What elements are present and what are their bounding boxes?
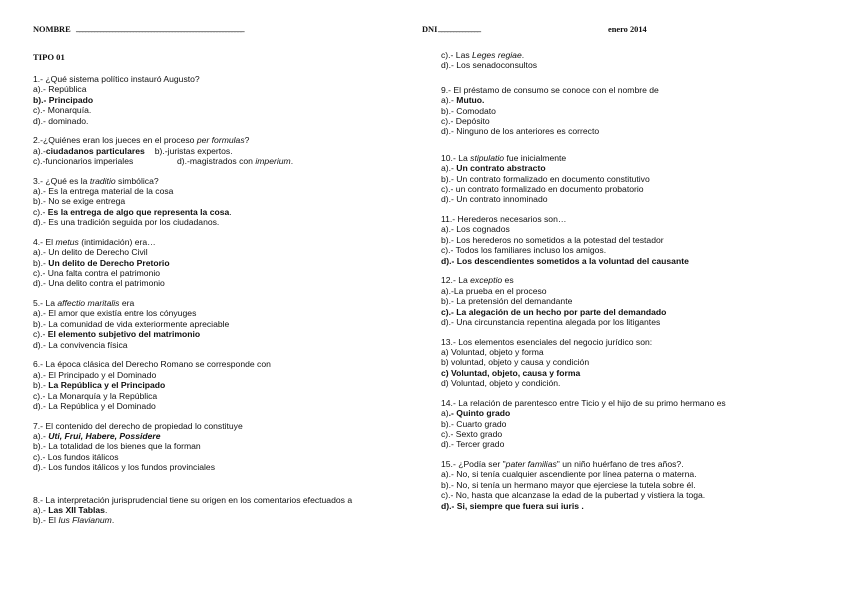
option-c-correct: El elemento subjetivo del matrimonio (47, 329, 201, 340)
option-label: a).- (33, 430, 49, 441)
option-b (33, 258, 418, 268)
option-a (441, 95, 841, 105)
stem-end: " un niño huérfano de tres años?. (556, 458, 684, 469)
option-c: c).- un contrato formalizado en documento probatorio (441, 184, 644, 195)
option-italic: Leges regiae (472, 50, 522, 60)
option-a (441, 163, 841, 173)
question-stem (33, 176, 418, 186)
stem-text: 2.-¿Quiénes eran los jueces en el proceso (33, 135, 197, 146)
stem-end: fue inicialmente (504, 152, 567, 163)
stem-text: 4.- El (33, 236, 56, 247)
option-c: c).- Los fundos itálicos (33, 451, 119, 462)
question-12 (441, 275, 841, 327)
option-a-correct: Mutuo. (456, 95, 485, 106)
right-column (441, 50, 841, 520)
option-c (441, 50, 841, 60)
question-stem (33, 237, 418, 247)
option-d: d).- dominado. (33, 115, 89, 126)
option-a-correct: Un contrato abstracto (456, 163, 546, 174)
question-6 (33, 359, 418, 411)
option-b: b).- La totalidad de los bienes que la forman (33, 441, 201, 452)
stem-end: (intimidación) era… (78, 236, 156, 247)
question-stem (441, 275, 841, 285)
option-b: b).- La pretensión del demandante (441, 296, 573, 307)
option-italic: Ius Flavianum (58, 515, 112, 526)
option-b-correct: La República y el Principado (48, 380, 166, 391)
option-b-correct: b).- Principado (33, 94, 94, 105)
option-label: a).- (441, 95, 457, 106)
option-a-correct: .- Quinto grado (448, 408, 511, 419)
option-a-correct: Uti, Frui, Habere, Possidere (48, 430, 161, 441)
option-c-correct: Es la entrega de algo que representa la cosa (47, 206, 230, 217)
option-label: c).- (33, 206, 48, 217)
question-stem: 14.- La relación de parentesco entre Ticio y el hijo de su primo hermano es (441, 397, 726, 408)
question-10 (441, 153, 841, 205)
question-15 (441, 459, 841, 511)
option-c: c).- Sexto grado (441, 428, 503, 439)
option-text: c).- Las (441, 50, 473, 60)
option-c-correct: c).- La alegación de un hecho por parte del demandado (441, 306, 667, 317)
dni-label: DNI (422, 25, 438, 34)
question-14 (441, 398, 841, 450)
option-a: a).- No, si tenía cualquier ascendiente por línea paterna o materna. (441, 469, 697, 480)
option-d: d).- Ninguno de los anteriores es correcto (441, 126, 600, 137)
question-stem: 9.- El préstamo de consumo se conoce con el nombre de (441, 84, 659, 95)
option-a: a).- Es la entrega material de la cosa (33, 186, 174, 197)
dni-field[interactable]: ______________ (438, 24, 480, 33)
stem-italic: exceptio (470, 275, 503, 286)
option-c: c).- Monarquía. (33, 105, 92, 116)
option-c: c).- No, hasta que alcanzase la edad de la pubertad y vistiera la toga. (441, 490, 706, 501)
option-c: c).- Depósito (441, 116, 490, 127)
option-d: d).- Tercer grado (441, 439, 505, 450)
option-label: b).- (33, 380, 49, 391)
option-c-correct: c) Voluntad, objeto, causa y forma (441, 367, 581, 378)
question-stem: 6.- La época clásica del Derecho Romano se corresponde con (33, 359, 271, 370)
option-b: b).-juristas expertos. (154, 145, 233, 156)
question-1 (33, 74, 418, 126)
option-a: a).- Un delito de Derecho Civil (33, 247, 148, 258)
option-b (33, 380, 418, 390)
option-c (33, 329, 418, 339)
question-8 (33, 495, 418, 526)
left-column (33, 74, 418, 535)
option-label: a).- (441, 163, 457, 174)
test-type: TIPO 01 (33, 52, 65, 62)
option-b: b).- Los herederos no sometidos a la potestad del testador (441, 234, 664, 245)
option-d: d).- Los fundos itálicos y los fundos provinciales (33, 462, 215, 473)
option-d: d).- Un contrato innominado (441, 194, 548, 205)
option-b: b) voluntad, objeto y causa y condición (441, 357, 590, 368)
stem-text: 15.- ¿Podía ser " (441, 458, 506, 469)
options-row-ab (33, 146, 418, 156)
question-13 (441, 337, 841, 389)
question-3 (33, 176, 418, 228)
question-9 (441, 85, 841, 137)
stem-end: era (119, 298, 135, 309)
option-end: . (111, 515, 115, 526)
question-stem (441, 459, 841, 469)
stem-end: simbólica? (115, 175, 159, 186)
option-d: d).- La convivencia física (33, 339, 128, 350)
question-5 (33, 298, 418, 350)
question-7 (33, 421, 418, 473)
option-d: d).- Una circunstancia repentina alegada por los litigantes (441, 316, 661, 327)
option-b: b).- Comodato (441, 105, 496, 116)
option-d: d).- Una delito contra el patrimonio (33, 278, 165, 289)
question-stem: 8.- La interpretación jurisprudencial tiene su origen en los comentarios efectuados a (33, 494, 353, 505)
option-a-correct: ciudadanos particulares (45, 145, 145, 156)
option-d-correct: d).- Los descendientes sometidos a la voluntad del causante (441, 255, 689, 266)
stem-end: es (502, 275, 514, 286)
exam-header (33, 25, 823, 39)
option-d: d) Voluntad, objeto y condición. (441, 378, 561, 389)
stem-text: 10.- La (441, 152, 471, 163)
option-b: b).- No se exige entrega (33, 196, 126, 207)
option-a-correct: Las XII Tablas (48, 504, 105, 515)
stem-text: 3.- ¿Qué es la (33, 175, 90, 186)
stem-italic: metus (55, 236, 79, 247)
question-stem: 11.- Herederos necesarios son… (441, 214, 567, 225)
stem-text: 5.- La (33, 298, 58, 309)
option-a: a).- República (33, 84, 87, 95)
option-d: d).- La República y el Dominado (33, 400, 156, 411)
option-label: a).- (33, 504, 49, 515)
option-b-correct: Un delito de Derecho Pretorio (48, 257, 170, 268)
option-d-correct: d).- Si, siempre que fuera sui iuris . (441, 500, 584, 511)
option-a: a) Voluntad, objeto y forma (441, 346, 544, 357)
question-stem: 13.- Los elementos esenciales del negocio jurídico son: (441, 336, 653, 347)
option-end: . (229, 206, 232, 217)
option-b: b).- Un contrato formalizado en documento constitutivo (441, 173, 650, 184)
options-row-cd (33, 156, 418, 166)
stem-italic: per formulas (196, 135, 245, 146)
stem-italic: traditio (89, 175, 116, 186)
option-label: b).- (33, 257, 49, 268)
option-a-label: a).- (33, 145, 46, 156)
option-b: b).- No, si tenía un hermano mayor que ejerciese la tutela sobre él. (441, 479, 696, 490)
option-b: b).- La comunidad de vida exteriormente apreciable (33, 318, 230, 329)
option-label: a) (441, 408, 449, 419)
option-c: c).-funcionarios imperiales (33, 156, 134, 167)
stem-end: ? (244, 135, 250, 146)
option-d-italic: imperium (255, 156, 291, 167)
option-d-end: . (290, 156, 294, 167)
option-a (441, 408, 841, 418)
option-c: c).- Todos los familiares incluso los amigos. (441, 245, 607, 256)
option-a (33, 431, 418, 441)
question-stem (33, 135, 418, 145)
exam-date: enero 2014 (608, 25, 647, 34)
stem-italic: affectio maritalis (57, 298, 120, 309)
option-b: b).- Cuarto grado (441, 418, 507, 429)
option-a: a).- El Principado y el Dominado (33, 369, 157, 380)
option-c: c).- Una falta contra el patrimonio (33, 268, 161, 279)
option-a: a).- El amor que existía entre los cónyuges (33, 308, 197, 319)
option-d: d).-magistrados con (177, 156, 256, 167)
nombre-field[interactable]: ________________________________________________________ (76, 24, 244, 33)
question-4 (33, 237, 418, 289)
option-d: d).- Es una tradición seguida por los ciudadanos. (33, 217, 220, 228)
option-c: c).- La Monarquía y la República (33, 390, 158, 401)
option-d: d).- Los senadoconsultos (441, 60, 538, 71)
option-a: a).-La prueba en el proceso (441, 285, 547, 296)
stem-italic: stipulatio (470, 152, 505, 163)
option-text: b).- El (33, 515, 59, 526)
option-a (33, 505, 418, 515)
question-2 (33, 135, 418, 166)
nombre-label: NOMBRE (33, 25, 71, 34)
stem-text: 12.- La (441, 275, 471, 286)
question-stem (33, 298, 418, 308)
question-stem: 1.- ¿Qué sistema político instauró Augusto? (33, 74, 200, 84)
option-c (33, 207, 418, 217)
question-11 (441, 214, 841, 266)
option-end: . (104, 504, 108, 515)
option-a: a).- Los cognados (441, 224, 510, 235)
option-end: . (521, 50, 525, 60)
question-stem: 7.- El contenido del derecho de propiedad lo constituye (33, 420, 243, 431)
question-stem (441, 153, 841, 163)
option-label: c).- (33, 329, 48, 340)
stem-italic: pater familias (505, 458, 557, 469)
question-8-continued (441, 50, 841, 71)
option-b (33, 515, 418, 525)
